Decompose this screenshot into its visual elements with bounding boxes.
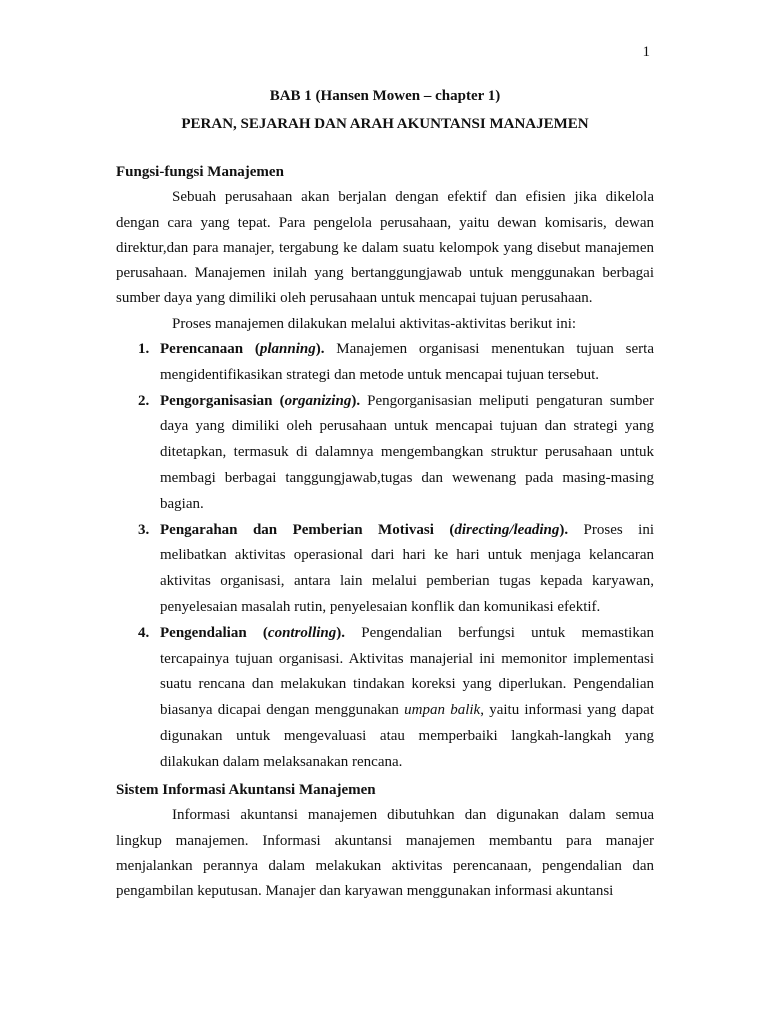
list-term-english: organizing — [284, 392, 352, 409]
list-number: 2. — [138, 392, 150, 409]
paragraph: Informasi akuntansi manajemen dibutuhkan dan digunakan dalam semua lingkup manajemen. Informasi akuntansi manajemen membantu para manajer menjalankan perannya dalam melakukan aktivitas perencanaan, pengendalian dan pengambilan keputusan. Manajer dan karyawan menggunakan informasi akuntansi — [116, 807, 654, 900]
numbered-list — [116, 337, 654, 776]
list-text-italic: umpan balik — [404, 702, 481, 719]
section-heading: Sistem Informasi Akuntansi Manajemen — [116, 782, 376, 798]
chapter-title: PERAN, SEJARAH DAN ARAH AKUNTANSI MANAJEMEN — [181, 116, 589, 132]
list-term: Pengarahan dan Pemberian Motivasi ( — [160, 521, 455, 538]
list-term: Pengorganisasian ( — [160, 392, 285, 409]
section-management-functions — [116, 160, 654, 776]
list-item — [116, 621, 654, 776]
list-item — [116, 518, 654, 621]
list-term-english: planning — [259, 341, 316, 358]
page-number: 1 — [642, 44, 650, 60]
list-number: 1. — [138, 341, 150, 358]
paragraph: Proses manajemen dilakukan melalui aktivitas-aktivitas berikut ini: — [172, 315, 577, 332]
list-number: 4. — [138, 624, 150, 641]
list-item — [116, 337, 654, 389]
list-term-close: ). — [351, 392, 361, 409]
section-heading: Fungsi-fungsi Manajemen — [116, 164, 284, 180]
list-text: Pengendalian berfungsi untuk memastikan tercapainya tujuan organisasi. Aktivitas manajerial ini memonitor implementasi suatu rencana dan melakukan tindakan koreksi yang diperlukan. Pengendalian biasanya dicapai dengan menggunakan — [160, 624, 654, 719]
list-term-english: directing/leading — [454, 521, 560, 538]
section-management-accounting-info — [116, 778, 654, 904]
list-term-english: controlling — [267, 624, 337, 641]
list-text: Manajemen organisasi menentukan tujuan serta mengidentifikasikan strategi dan metode untuk mencapai tujuan tersebut. — [160, 341, 655, 383]
list-number: 3. — [138, 521, 150, 538]
paragraph: Sebuah perusahaan akan berjalan dengan efektif dan efisien jika dikelola dengan cara yang tepat. Para pengelola perusahaan, yaitu dewan komisaris, dewan direktur,dan para manajer, tergabung ke dalam suatu kelompok yang disebut manajemen perusahaan. Manajemen inilah yang bertanggungjawab untuk menggunakan berbagai sumber daya yang dimiliki oleh perusahaan untuk mencapai tujuan perusahaan. — [116, 189, 654, 307]
list-text: Pengorganisasian meliputi pengaturan sumber daya yang dimiliki oleh perusahaan untuk mencapai tujuan dan strategi yang ditetapkan, termasuk di dalamnya mengembangkan struktur perusahaan untuk membagi berbagai tanggungjawab,tugas dan wewenang pada masing-masing bagian. — [160, 392, 654, 512]
list-text: Proses ini melibatkan aktivitas operasional dari hari ke hari untuk menjaga kelancaran aktivitas organisasi, antara lain melalui pemberian tugas kepada karyawan, penyelesaian masalah rutin, penyelesaian konflik dan komunikasi efektif. — [160, 521, 654, 616]
list-item — [116, 389, 654, 518]
list-term-close: ). — [336, 624, 346, 641]
chapter-heading — [116, 85, 654, 137]
chapter-label: BAB 1 (Hansen Mowen – chapter 1) — [269, 88, 501, 104]
list-term: Pengendalian ( — [160, 624, 268, 641]
list-term: Perencanaan ( — [160, 341, 260, 358]
list-term-close: ). — [315, 341, 325, 358]
list-term-close: ). — [559, 521, 569, 538]
list-text: , yaitu informasi yang dapat digunakan untuk mengevaluasi atau memperbaiki langkah-langkah yang dilakukan dalam melaksanakan rencana. — [160, 702, 654, 770]
